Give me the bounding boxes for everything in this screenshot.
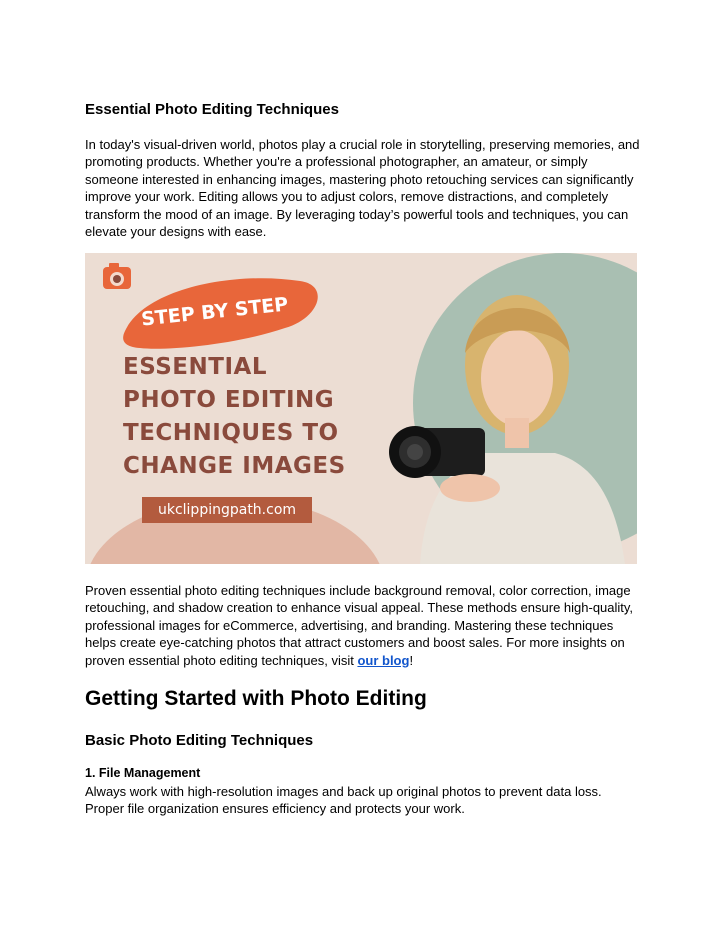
item-heading: 1. File Management (85, 766, 201, 780)
item-paragraph: Always work with high-resolution images and back up original photos to prevent data loss. Proper file organization ensures efficiency and protects your work. (85, 784, 602, 817)
banner-heading-line: ESSENTIAL (123, 354, 267, 380)
step-by-step-label: STEP BY STEP (140, 293, 290, 331)
second-paragraph-text: Proven essential photo editing techniques include background removal, color correction, image retouching, and shadow creation to enhance visual appeal. These methods ensure high-quality, professional images for eCommerce, advertising, and branding. Mastering these techniques helps create eye-catching photos that attract customers and boost sales. For more insights on proven essential photo editing techniques, visit (85, 583, 634, 668)
banner-heading-line: CHANGE IMAGES (123, 453, 346, 479)
intro-paragraph: In today's visual-driven world, photos play a crucial role in storytelling, preserving memories, and promoting products. Whether you're a professional photographer, an amateur, or simply someone interested in enhancing images, mastering photo retouching services can significantly improve your work. Editing allows you to adjust colors, remove distractions, and completely transform the mood of an image. By leveraging today’s powerful tools and techniques, you can elevate your designs with ease. (85, 137, 640, 240)
subsection-heading: Basic Photo Editing Techniques (85, 732, 314, 749)
section-heading: Getting Started with Photo Editing (85, 687, 427, 710)
banner-heading (123, 351, 383, 483)
our-blog-link[interactable]: our blog (357, 652, 410, 668)
document-title: Essential Photo Editing Techniques (85, 101, 339, 118)
banner-image (85, 253, 637, 564)
banner-url-pill: ukclippingpath.com (142, 497, 312, 523)
camera-logo-icon (103, 263, 131, 289)
second-paragraph (85, 582, 640, 669)
banner-heading-line: PHOTO EDITING (123, 387, 335, 413)
banner-heading-line: TECHNIQUES TO (123, 420, 339, 446)
second-paragraph-suffix: ! (409, 652, 414, 668)
